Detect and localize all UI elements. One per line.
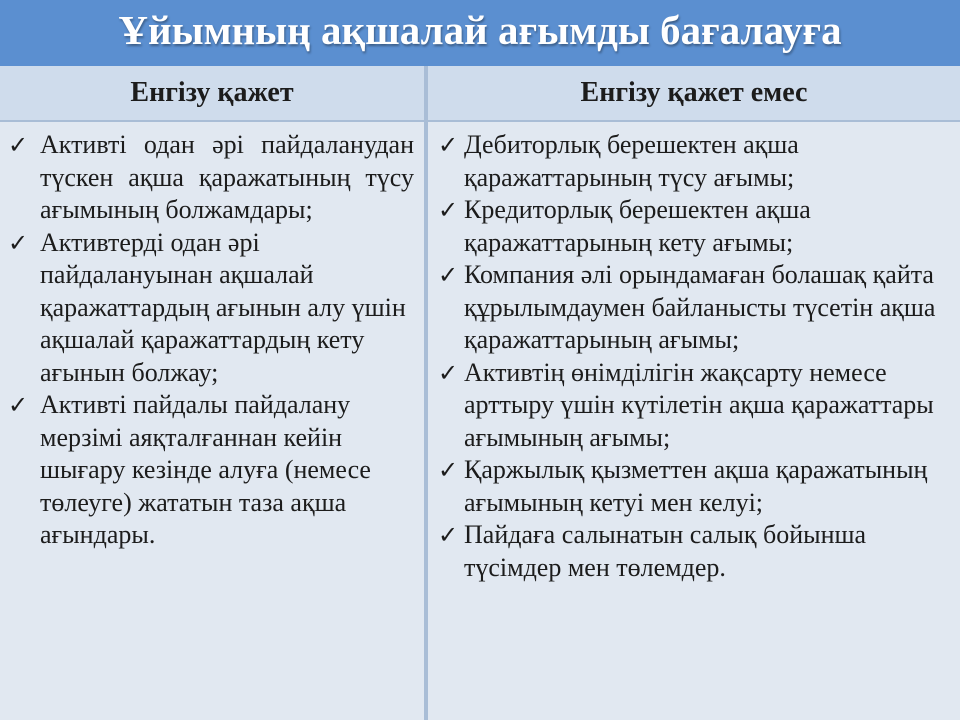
check-mark-icon: ✓ [8, 228, 29, 257]
check-mark-icon: ✓ [8, 391, 29, 419]
title-bar [0, 0, 960, 66]
list-item-text: Компания әлі орындамаған болашақ қайта құрылымдаумен байланысты түсетін ақша қаражаттарының ағымы; [464, 260, 936, 354]
column-body-required [0, 122, 424, 720]
column-header-required: Енгізу қажет [0, 66, 424, 120]
not-required-list [428, 122, 960, 584]
check-mark-icon: ✓ [438, 358, 459, 387]
check-mark-icon: ✓ [438, 456, 459, 484]
required-list [0, 122, 424, 552]
list-item [438, 454, 948, 519]
list-item-text: Активті одан әрі пайдаланудан түскен ақша қаражатының түсу ағымының болжамдары; [40, 130, 414, 224]
list-item [438, 194, 948, 259]
list-item-text: Активті пайдалы пайдалану мерзімі аяқталғаннан кейін шығару кезінде алуға (немесе төлеуге) жататын таза ақша ағындары. [40, 390, 371, 549]
list-item [8, 129, 414, 227]
list-item-text: Қаржылық қызметтен ақша қаражатының ағымының кетуі мен келуі; [464, 455, 928, 517]
list-item-text: Активтің өнімділігін жақсарту немесе арттыру үшін күтілетін ақша қаражаттары ағымының ағымы; [464, 357, 934, 452]
comparison-table [0, 66, 960, 720]
list-item [8, 227, 414, 390]
list-item-text: Пайдаға салынатын салық бойынша түсімдер мен төлемдер. [464, 520, 867, 582]
check-mark-icon: ✓ [8, 131, 29, 159]
list-item [438, 519, 948, 584]
list-item [8, 389, 414, 552]
list-item [438, 259, 948, 357]
list-item-text: Кредиторлық берешектен ақша қаражаттарының кету ағымы; [464, 195, 811, 257]
check-mark-icon: ✓ [438, 521, 459, 549]
list-item [438, 129, 948, 194]
check-mark-icon: ✓ [438, 131, 459, 159]
list-item [438, 357, 948, 455]
check-mark-icon: ✓ [438, 196, 459, 224]
slide-title: Ұйымның ақшалай ағымды бағалауға [118, 7, 842, 53]
list-item-text: Дебиторлық берешектен ақша қаражаттарының түсу ағымы; [464, 130, 799, 192]
column-header-not-required: Енгізу қажет емес [428, 66, 960, 120]
column-body-not-required [428, 122, 960, 720]
check-mark-icon: ✓ [438, 261, 459, 289]
list-item-text: Активтерді одан әрі пайдалануынан ақшалай қаражаттардың ағынын алу үшін ақшалай қаражаттардың кету ағынын болжау; [40, 227, 406, 387]
